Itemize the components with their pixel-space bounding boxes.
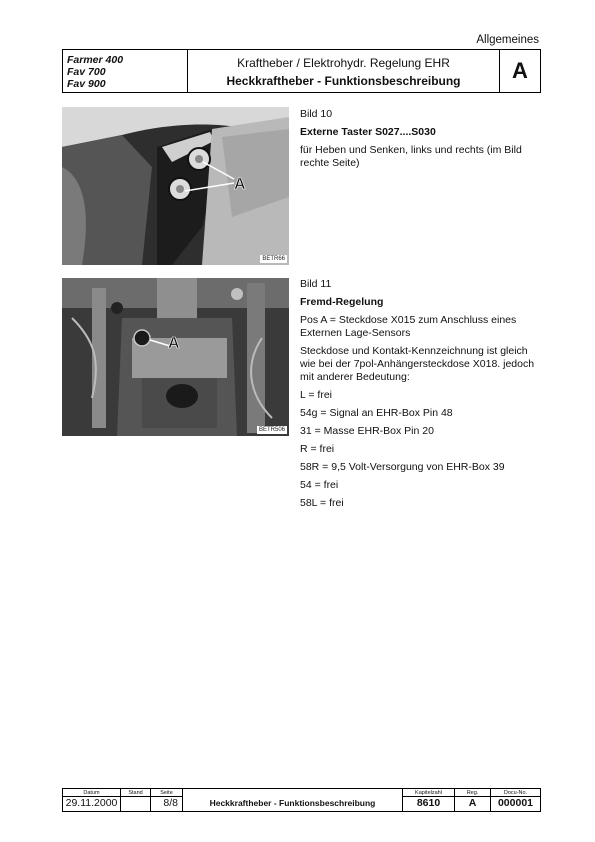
- footer-label: Kapitelzahl: [415, 790, 442, 796]
- header-title: [188, 50, 500, 92]
- caption-line: Steckdose und Kontakt-Kennzeichnung ist gleich wie bei der 7pol-Anhängersteckdose X018. jedoch mit anderer Bedeutung:: [300, 345, 535, 383]
- page-header: [62, 49, 541, 93]
- footer-docu: [491, 789, 540, 811]
- figure-text: für Heben und Senken, links und rechts (im Bild rechte Seite): [300, 144, 522, 169]
- caption-line: 54 = frei: [300, 479, 339, 491]
- figure-10-caption: [300, 108, 545, 170]
- caption-line: L = frei: [300, 389, 333, 401]
- header-title-line2: Heckkraftheber - Funktionsbeschreibung: [226, 74, 461, 88]
- caption-line: 54g = Signal an EHR-Box Pin 48: [300, 407, 453, 419]
- image-code: BETR66: [262, 256, 285, 262]
- footer-chapter: [403, 789, 455, 811]
- figure-title: Externe Taster S027....S030: [300, 126, 436, 138]
- figure-label: Bild 10: [300, 108, 333, 120]
- figure-marker: A: [234, 176, 246, 193]
- photo-external-buttons: [62, 107, 289, 265]
- model-name: Farmer 400: [67, 54, 124, 66]
- footer-value: 29.11.2000: [65, 797, 118, 809]
- header-title-line1: Kraftheber / Elektrohydr. Regelung EHR: [237, 56, 450, 70]
- figure-label: Bild 11: [300, 278, 332, 290]
- footer-label: Datum: [83, 790, 100, 796]
- chapter-letter: A: [512, 58, 528, 83]
- figure-10-photo: [62, 107, 289, 265]
- model-list: [63, 50, 188, 92]
- section-label: Allgemeines: [476, 34, 539, 46]
- photo-socket: [62, 278, 289, 436]
- footer-value: A: [468, 797, 477, 809]
- figure-marker: A: [168, 335, 180, 352]
- caption-line: 31 = Masse EHR-Box Pin 20: [300, 425, 434, 437]
- footer-label: Seite: [160, 790, 173, 796]
- model-name: Fav 900: [67, 78, 106, 90]
- footer-value: Heckkraftheber - Funktionsbeschreibung: [209, 798, 376, 808]
- footer-label: Reg.: [466, 790, 479, 796]
- caption-line: 58L = frei: [300, 497, 344, 509]
- page-footer: [62, 788, 541, 812]
- footer-stand: [121, 789, 151, 811]
- figure-11-caption: [300, 278, 545, 510]
- footer-label: Docu-No.: [503, 790, 528, 796]
- footer-value: 8/8: [163, 797, 178, 809]
- footer-page: [151, 789, 183, 811]
- image-code: BETR506: [258, 427, 285, 433]
- caption-line: 58R = 9,5 Volt-Versorgung von EHR-Box 39: [300, 461, 505, 473]
- footer-date: [63, 789, 121, 811]
- footer-value: 000001: [497, 797, 534, 809]
- figure-title: Fremd-Regelung: [300, 296, 384, 308]
- footer-description: [183, 789, 403, 811]
- model-name: Fav 700: [67, 66, 106, 78]
- figure-11-photo: [62, 278, 289, 436]
- caption-line: R = frei: [300, 443, 335, 455]
- footer-reg: [455, 789, 491, 811]
- footer-value: 8610: [416, 797, 441, 809]
- footer-label: Stand: [128, 790, 143, 796]
- caption-line: Pos A = Steckdose X015 zum Anschluss eines Externen Lage-Sensors: [300, 314, 517, 339]
